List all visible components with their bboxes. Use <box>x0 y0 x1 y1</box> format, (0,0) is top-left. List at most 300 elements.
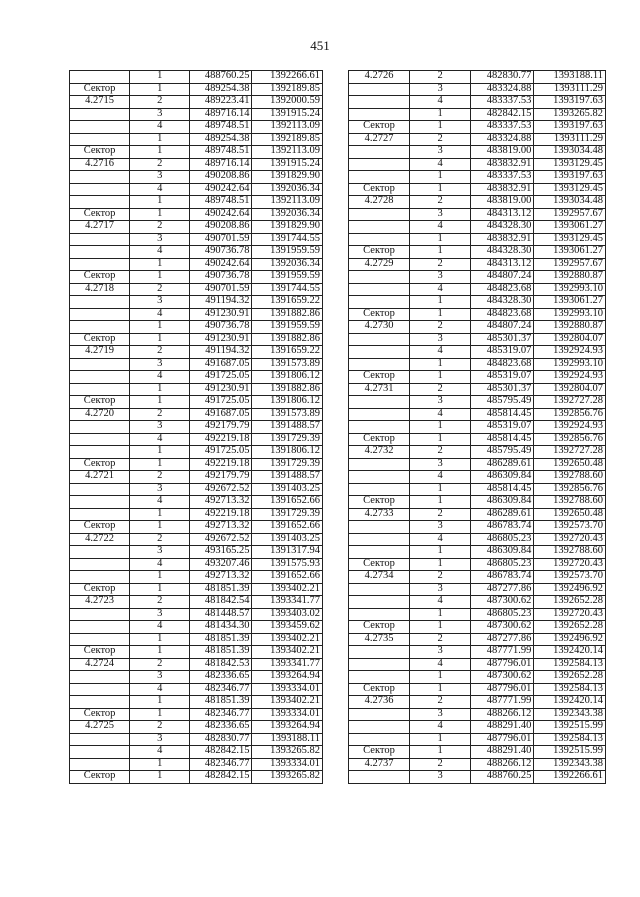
x-coordinate-cell: 489748.51 <box>190 146 252 159</box>
sector-cell <box>70 758 130 771</box>
x-coordinate-cell: 485301.37 <box>471 383 534 396</box>
point-number-cell: 4 <box>410 283 471 296</box>
table-row <box>70 721 323 734</box>
y-coordinate-cell: 1393265.82 <box>252 771 323 784</box>
sector-cell <box>349 546 410 559</box>
point-number-cell: 2 <box>410 383 471 396</box>
y-coordinate-cell: 1393034.48 <box>534 196 606 209</box>
point-number-cell: 1 <box>130 633 190 646</box>
y-coordinate-cell: 1392788.60 <box>534 546 606 559</box>
table-row <box>70 771 323 784</box>
x-coordinate-cell: 482842.15 <box>471 108 534 121</box>
x-coordinate-cell: 486289.61 <box>471 458 534 471</box>
point-number-cell: 3 <box>130 108 190 121</box>
table-row <box>70 183 323 196</box>
point-number-cell: 1 <box>130 146 190 159</box>
point-number-cell: 3 <box>130 171 190 184</box>
y-coordinate-cell: 1393334.01 <box>252 758 323 771</box>
x-coordinate-cell: 491194.32 <box>190 296 252 309</box>
sector-cell: 4.2723 <box>70 596 130 609</box>
table-row <box>349 83 606 96</box>
point-number-cell: 1 <box>410 171 471 184</box>
x-coordinate-cell: 490701.59 <box>190 283 252 296</box>
x-coordinate-cell: 491725.05 <box>190 371 252 384</box>
sector-cell: Сектор <box>70 396 130 409</box>
table-row <box>70 121 323 134</box>
point-number-cell: 3 <box>410 708 471 721</box>
x-coordinate-cell: 489223.41 <box>190 96 252 109</box>
x-coordinate-cell: 490208.86 <box>190 171 252 184</box>
point-number-cell: 1 <box>130 83 190 96</box>
sector-cell: 4.2728 <box>349 196 410 209</box>
point-number-cell: 1 <box>130 396 190 409</box>
x-coordinate-cell: 488266.12 <box>471 708 534 721</box>
sector-cell <box>70 558 130 571</box>
x-coordinate-cell: 484807.24 <box>471 271 534 284</box>
table-row <box>349 96 606 109</box>
y-coordinate-cell: 1393129.45 <box>534 183 606 196</box>
x-coordinate-cell: 481851.39 <box>190 646 252 659</box>
y-coordinate-cell: 1393459.62 <box>252 621 323 634</box>
x-coordinate-cell: 492219.18 <box>190 508 252 521</box>
point-number-cell: 2 <box>410 446 471 459</box>
point-number-cell: 2 <box>130 96 190 109</box>
point-number-cell: 3 <box>130 483 190 496</box>
x-coordinate-cell: 487796.01 <box>471 733 534 746</box>
point-number-cell: 3 <box>410 646 471 659</box>
y-coordinate-cell: 1391882.86 <box>252 333 323 346</box>
y-coordinate-cell: 1392720.43 <box>534 608 606 621</box>
point-number-cell: 3 <box>410 333 471 346</box>
sector-cell: Сектор <box>349 621 410 634</box>
x-coordinate-cell: 487277.86 <box>471 633 534 646</box>
x-coordinate-cell: 489716.14 <box>190 108 252 121</box>
sector-cell: 4.2730 <box>349 321 410 334</box>
sector-cell: 4.2724 <box>70 658 130 671</box>
x-coordinate-cell: 484823.68 <box>471 283 534 296</box>
x-coordinate-cell: 484313.12 <box>471 208 534 221</box>
point-number-cell: 1 <box>130 133 190 146</box>
y-coordinate-cell: 1391403.25 <box>252 533 323 546</box>
table-row <box>349 758 606 771</box>
x-coordinate-cell: 491230.91 <box>190 308 252 321</box>
sector-cell <box>349 171 410 184</box>
sector-cell: Сектор <box>349 246 410 259</box>
x-coordinate-cell: 487771.99 <box>471 646 534 659</box>
table-row <box>349 583 606 596</box>
table-row <box>349 633 606 646</box>
x-coordinate-cell: 492713.32 <box>190 496 252 509</box>
table-row <box>70 171 323 184</box>
y-coordinate-cell: 1392957.67 <box>534 208 606 221</box>
table-row <box>349 608 606 621</box>
sector-cell <box>70 571 130 584</box>
y-coordinate-cell: 1393061.27 <box>534 246 606 259</box>
sector-cell <box>70 196 130 209</box>
y-coordinate-cell: 1392880.87 <box>534 271 606 284</box>
x-coordinate-cell: 484823.68 <box>471 308 534 321</box>
sector-cell: Сектор <box>70 583 130 596</box>
point-number-cell: 2 <box>410 571 471 584</box>
point-number-cell: 3 <box>410 396 471 409</box>
point-number-cell: 3 <box>410 521 471 534</box>
sector-cell: Сектор <box>349 433 410 446</box>
point-number-cell: 1 <box>410 483 471 496</box>
table-row <box>70 533 323 546</box>
y-coordinate-cell: 1393034.48 <box>534 146 606 159</box>
point-number-cell: 1 <box>410 371 471 384</box>
x-coordinate-cell: 487796.01 <box>471 683 534 696</box>
x-coordinate-cell: 490736.78 <box>190 271 252 284</box>
y-coordinate-cell: 1393197.63 <box>534 96 606 109</box>
sector-cell: 4.2726 <box>349 71 410 84</box>
x-coordinate-cell: 486805.23 <box>471 558 534 571</box>
y-coordinate-cell: 1393264.94 <box>252 671 323 684</box>
sector-cell: Сектор <box>349 371 410 384</box>
table-row <box>349 671 606 684</box>
sector-cell <box>349 671 410 684</box>
table-row <box>70 446 323 459</box>
sector-cell: Сектор <box>70 521 130 534</box>
y-coordinate-cell: 1391403.25 <box>252 483 323 496</box>
sector-cell <box>349 271 410 284</box>
sector-cell <box>349 408 410 421</box>
sector-cell: Сектор <box>70 333 130 346</box>
table-row <box>70 658 323 671</box>
point-number-cell: 4 <box>130 683 190 696</box>
y-coordinate-cell: 1391729.39 <box>252 433 323 446</box>
table-row <box>70 521 323 534</box>
point-number-cell: 1 <box>410 108 471 121</box>
point-number-cell: 4 <box>130 183 190 196</box>
y-coordinate-cell: 1392000.59 <box>252 96 323 109</box>
table-row <box>70 546 323 559</box>
sector-cell <box>70 608 130 621</box>
y-coordinate-cell: 1391806.12 <box>252 371 323 384</box>
x-coordinate-cell: 492672.52 <box>190 483 252 496</box>
x-coordinate-cell: 492219.18 <box>190 458 252 471</box>
y-coordinate-cell: 1392584.13 <box>534 658 606 671</box>
table-row <box>70 346 323 359</box>
sector-cell <box>349 771 410 784</box>
y-coordinate-cell: 1392720.43 <box>534 533 606 546</box>
y-coordinate-cell: 1392113.09 <box>252 196 323 209</box>
y-coordinate-cell: 1392584.13 <box>534 733 606 746</box>
sector-cell <box>349 721 410 734</box>
table-row <box>70 508 323 521</box>
table-row <box>70 683 323 696</box>
point-number-cell: 3 <box>130 421 190 434</box>
x-coordinate-cell: 482346.77 <box>190 758 252 771</box>
y-coordinate-cell: 1391882.86 <box>252 383 323 396</box>
sector-cell <box>349 596 410 609</box>
table-row <box>70 158 323 171</box>
table-row <box>70 746 323 759</box>
sector-cell: Сектор <box>70 646 130 659</box>
point-number-cell: 1 <box>130 458 190 471</box>
y-coordinate-cell: 1393197.63 <box>534 171 606 184</box>
sector-cell <box>70 121 130 134</box>
table-row <box>70 646 323 659</box>
y-coordinate-cell: 1393188.11 <box>534 71 606 84</box>
sector-cell <box>70 421 130 434</box>
y-coordinate-cell: 1393061.27 <box>534 221 606 234</box>
y-coordinate-cell: 1393111.29 <box>534 83 606 96</box>
table-row <box>70 296 323 309</box>
y-coordinate-cell: 1392420.14 <box>534 696 606 709</box>
point-number-cell: 1 <box>130 271 190 284</box>
point-number-cell: 1 <box>410 358 471 371</box>
y-coordinate-cell: 1392036.34 <box>252 208 323 221</box>
y-coordinate-cell: 1392993.10 <box>534 358 606 371</box>
point-number-cell: 1 <box>410 683 471 696</box>
table-row <box>70 596 323 609</box>
sector-cell: 4.2727 <box>349 133 410 146</box>
sector-cell <box>349 658 410 671</box>
sector-cell: 4.2720 <box>70 408 130 421</box>
table-row <box>70 696 323 709</box>
point-number-cell: 4 <box>410 221 471 234</box>
y-coordinate-cell: 1391573.89 <box>252 358 323 371</box>
point-number-cell: 3 <box>410 146 471 159</box>
table-row <box>349 333 606 346</box>
x-coordinate-cell: 490242.64 <box>190 258 252 271</box>
x-coordinate-cell: 481851.39 <box>190 583 252 596</box>
sector-cell <box>349 221 410 234</box>
sector-cell <box>70 321 130 334</box>
sector-cell: 4.2737 <box>349 758 410 771</box>
sector-cell: Сектор <box>349 746 410 759</box>
y-coordinate-cell: 1391317.94 <box>252 546 323 559</box>
table-row <box>349 421 606 434</box>
y-coordinate-cell: 1393402.21 <box>252 633 323 646</box>
point-number-cell: 4 <box>130 121 190 134</box>
y-coordinate-cell: 1392652.28 <box>534 671 606 684</box>
x-coordinate-cell: 492713.32 <box>190 521 252 534</box>
y-coordinate-cell: 1392856.76 <box>534 408 606 421</box>
y-coordinate-cell: 1392515.99 <box>534 746 606 759</box>
table-row <box>349 283 606 296</box>
x-coordinate-cell: 481851.39 <box>190 696 252 709</box>
sector-cell <box>70 496 130 509</box>
table-row <box>70 196 323 209</box>
sector-cell <box>349 283 410 296</box>
y-coordinate-cell: 1393402.21 <box>252 696 323 709</box>
sector-cell: Сектор <box>70 271 130 284</box>
point-number-cell: 4 <box>130 308 190 321</box>
y-coordinate-cell: 1392957.67 <box>534 258 606 271</box>
point-number-cell: 1 <box>130 258 190 271</box>
point-number-cell: 3 <box>130 671 190 684</box>
y-coordinate-cell: 1392727.28 <box>534 446 606 459</box>
point-number-cell: 2 <box>130 721 190 734</box>
table-row <box>70 608 323 621</box>
x-coordinate-cell: 489716.14 <box>190 158 252 171</box>
x-coordinate-cell: 484328.30 <box>471 296 534 309</box>
point-number-cell: 1 <box>130 208 190 221</box>
table-row <box>70 571 323 584</box>
point-number-cell: 4 <box>410 658 471 671</box>
point-number-cell: 2 <box>130 158 190 171</box>
table-row <box>70 283 323 296</box>
sector-cell: 4.2734 <box>349 571 410 584</box>
table-row <box>70 458 323 471</box>
sector-cell <box>70 296 130 309</box>
y-coordinate-cell: 1393111.29 <box>534 133 606 146</box>
sector-cell <box>349 471 410 484</box>
y-coordinate-cell: 1392515.99 <box>534 721 606 734</box>
sector-cell <box>70 108 130 121</box>
x-coordinate-cell: 487796.01 <box>471 658 534 671</box>
x-coordinate-cell: 481448.57 <box>190 608 252 621</box>
x-coordinate-cell: 481842.54 <box>190 596 252 609</box>
x-coordinate-cell: 488291.40 <box>471 746 534 759</box>
point-number-cell: 2 <box>130 533 190 546</box>
sector-cell <box>70 171 130 184</box>
sector-cell <box>70 258 130 271</box>
table-row <box>349 533 606 546</box>
point-number-cell: 1 <box>130 771 190 784</box>
table-row <box>349 196 606 209</box>
table-row <box>349 708 606 721</box>
sector-cell: 4.2729 <box>349 258 410 271</box>
table-row <box>70 383 323 396</box>
table-row <box>349 721 606 734</box>
point-number-cell: 4 <box>130 246 190 259</box>
x-coordinate-cell: 482336.65 <box>190 671 252 684</box>
table-row <box>70 246 323 259</box>
x-coordinate-cell: 482830.77 <box>190 733 252 746</box>
table-row <box>70 146 323 159</box>
point-number-cell: 1 <box>410 121 471 134</box>
x-coordinate-cell: 482336.65 <box>190 721 252 734</box>
x-coordinate-cell: 484313.12 <box>471 258 534 271</box>
table-row <box>70 83 323 96</box>
y-coordinate-cell: 1392924.93 <box>534 371 606 384</box>
x-coordinate-cell: 485319.07 <box>471 421 534 434</box>
y-coordinate-cell: 1392496.92 <box>534 633 606 646</box>
y-coordinate-cell: 1392343.38 <box>534 758 606 771</box>
x-coordinate-cell: 491194.32 <box>190 346 252 359</box>
y-coordinate-cell: 1391744.55 <box>252 283 323 296</box>
y-coordinate-cell: 1392113.09 <box>252 146 323 159</box>
table-row <box>349 358 606 371</box>
point-number-cell: 1 <box>410 671 471 684</box>
sector-cell <box>70 183 130 196</box>
point-number-cell: 4 <box>410 408 471 421</box>
table-row <box>70 471 323 484</box>
sector-cell: 4.2715 <box>70 96 130 109</box>
sector-cell <box>349 583 410 596</box>
y-coordinate-cell: 1392993.10 <box>534 283 606 296</box>
sector-cell: Сектор <box>349 496 410 509</box>
sector-cell <box>70 621 130 634</box>
sector-cell <box>349 96 410 109</box>
sector-cell <box>349 533 410 546</box>
point-number-cell: 3 <box>130 546 190 559</box>
sector-cell <box>70 633 130 646</box>
x-coordinate-cell: 486309.84 <box>471 546 534 559</box>
table-row <box>70 258 323 271</box>
point-number-cell: 3 <box>130 296 190 309</box>
table-row <box>70 558 323 571</box>
point-number-cell: 2 <box>410 258 471 271</box>
table-row <box>349 346 606 359</box>
sector-cell: 4.2731 <box>349 383 410 396</box>
table-row <box>349 771 606 784</box>
point-number-cell: 4 <box>410 96 471 109</box>
y-coordinate-cell: 1392113.09 <box>252 121 323 134</box>
sector-cell <box>70 671 130 684</box>
point-number-cell: 3 <box>410 271 471 284</box>
y-coordinate-cell: 1392804.07 <box>534 383 606 396</box>
sector-cell <box>70 483 130 496</box>
point-number-cell: 1 <box>130 758 190 771</box>
sector-cell: 4.2725 <box>70 721 130 734</box>
table-row <box>349 221 606 234</box>
x-coordinate-cell: 491230.91 <box>190 333 252 346</box>
x-coordinate-cell: 493207.46 <box>190 558 252 571</box>
y-coordinate-cell: 1392856.76 <box>534 483 606 496</box>
x-coordinate-cell: 483324.88 <box>471 83 534 96</box>
point-number-cell: 3 <box>130 733 190 746</box>
y-coordinate-cell: 1393129.45 <box>534 158 606 171</box>
y-coordinate-cell: 1393188.11 <box>252 733 323 746</box>
x-coordinate-cell: 486309.84 <box>471 471 534 484</box>
table-row <box>349 458 606 471</box>
table-row <box>349 471 606 484</box>
y-coordinate-cell: 1391744.55 <box>252 233 323 246</box>
x-coordinate-cell: 483832.91 <box>471 183 534 196</box>
sector-cell <box>349 83 410 96</box>
sector-cell <box>349 521 410 534</box>
sector-cell: 4.2719 <box>70 346 130 359</box>
x-coordinate-cell: 485795.49 <box>471 446 534 459</box>
table-row <box>70 371 323 384</box>
x-coordinate-cell: 483819.00 <box>471 196 534 209</box>
x-coordinate-cell: 490736.78 <box>190 246 252 259</box>
x-coordinate-cell: 490736.78 <box>190 321 252 334</box>
x-coordinate-cell: 485814.45 <box>471 408 534 421</box>
x-coordinate-cell: 489748.51 <box>190 121 252 134</box>
x-coordinate-cell: 489254.38 <box>190 83 252 96</box>
sector-cell <box>70 546 130 559</box>
x-coordinate-cell: 484823.68 <box>471 358 534 371</box>
table-row <box>70 208 323 221</box>
table-row <box>349 321 606 334</box>
point-number-cell: 4 <box>130 371 190 384</box>
y-coordinate-cell: 1391575.93 <box>252 558 323 571</box>
y-coordinate-cell: 1393334.01 <box>252 708 323 721</box>
x-coordinate-cell: 482842.15 <box>190 771 252 784</box>
x-coordinate-cell: 485301.37 <box>471 333 534 346</box>
y-coordinate-cell: 1392573.70 <box>534 521 606 534</box>
point-number-cell: 4 <box>410 471 471 484</box>
table-row <box>70 71 323 84</box>
y-coordinate-cell: 1391806.12 <box>252 446 323 459</box>
y-coordinate-cell: 1392584.13 <box>534 683 606 696</box>
x-coordinate-cell: 488760.25 <box>190 71 252 84</box>
point-number-cell: 1 <box>410 308 471 321</box>
sector-cell <box>349 346 410 359</box>
point-number-cell: 2 <box>130 283 190 296</box>
sector-cell: 4.2735 <box>349 633 410 646</box>
sector-cell <box>70 246 130 259</box>
sector-cell <box>349 146 410 159</box>
y-coordinate-cell: 1391959.59 <box>252 246 323 259</box>
point-number-cell: 3 <box>410 458 471 471</box>
point-number-cell: 3 <box>410 208 471 221</box>
